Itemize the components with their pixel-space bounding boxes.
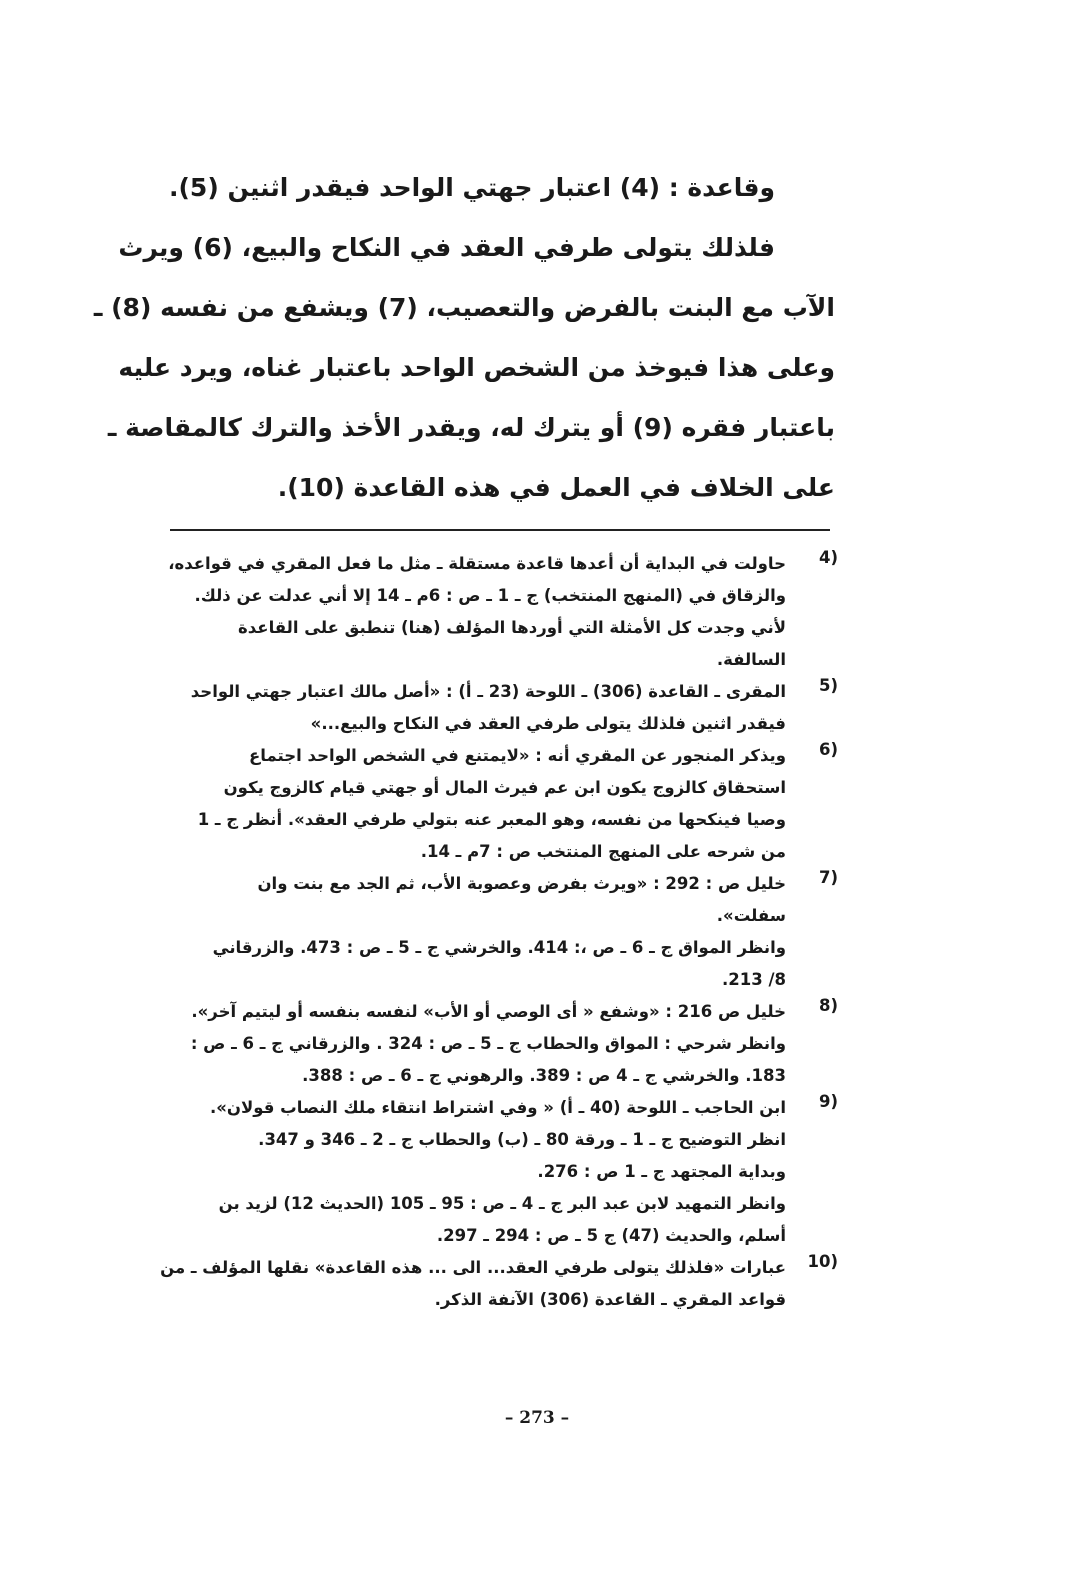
footnote-number: 5): [818, 676, 838, 695]
footnote-line: قواعد المقري ـ القاعدة (306) الآنفة الذكر.: [434, 1290, 786, 1309]
footnote-6: [162, 740, 838, 868]
main-text-line: وعلى هذا فيوخذ من الشخص الواحد باعتبار غناه، ويرد عليه: [118, 353, 835, 382]
footnote-line: والزقاق في (المنهج المنتخب) ج ـ 1 ـ ص : 6م ـ 14 إلا أني عدلت عن ذلك.: [194, 586, 786, 605]
footnote-7-continuation: [162, 932, 838, 996]
footnote-number: 9): [818, 1092, 838, 1111]
footnote-line: خليل ص : 292 : «ويرث بفرض وعصوبة الأب، ثم الجد مع بنت وان: [257, 874, 786, 893]
footnote-line: فيقدر اثنين فلذلك يتولى طرفي العقد في النكاح والبيع...»: [310, 714, 786, 733]
footnote-8: [162, 996, 838, 1092]
footnote-line: ويذكر المنجور عن المقري أنه : «لايمتنع في الشخص الواحد اجتماع: [249, 746, 786, 765]
main-text-line: فلذلك يتولى طرفي العقد في النكاح والبيع، (6) ويرث: [118, 233, 775, 262]
footnote-line: حاولت في البداية أن أعدها قاعدة مستقلة ـ مثل ما فعل المقري في قواعده،: [168, 554, 786, 573]
footnote-number: 10): [807, 1252, 838, 1271]
footnote-number: 6): [818, 740, 838, 759]
footnote-line: وبداية المجتهد ج ـ 1 ص : 276.: [537, 1162, 786, 1181]
main-text-line: وقاعدة : (4) اعتبار جهتي الواحد فيقدر اثنين (5).: [168, 173, 775, 202]
main-text-line: الآب مع البنت بالفرض والتعصيب، (7) ويشفع من نفسه (8) ـ: [93, 293, 835, 322]
footnote-line: لأني وجدت كل الأمثلة التي أوردها المؤلف (هنا) تنطبق على القاعدة: [238, 618, 786, 637]
footnote-9: [162, 1092, 838, 1188]
footnote-line: ابن الحاجب ـ اللوحة (40 ـ أ) « وفي اشتراط انتقاء ملك النصاب قولان».: [209, 1098, 786, 1117]
footnote-9-continuation: [162, 1188, 838, 1252]
footnote-number: 8): [818, 996, 838, 1015]
footnote-line: سفلت».: [716, 906, 786, 925]
footnote-line: استحقاق كالزوج يكون ابن عم فيرث المال أو جهتي قيام كالزوج يكون: [223, 778, 786, 797]
footnote-number: 4): [818, 548, 838, 567]
footnote-line: وانظر المواق ج ـ 6 ـ ص ،: 414. والخرشي ج ـ 5 ـ ص : 473. والزرقاني: [212, 938, 786, 957]
main-text-block: [93, 158, 835, 518]
footnote-7: [162, 868, 838, 932]
main-text-line: باعتبار فقره (9) أو يترك له، ويقدر الأخذ والترك كالمقاصة ـ: [107, 413, 835, 442]
footnote-5: [162, 676, 838, 740]
footnote-line: انظر التوضيح ج ـ 1 ـ ورقة 80 ـ (ب) والحطاب ج ـ 2 ـ 346 و 347.: [258, 1130, 786, 1149]
footnote-line: أسلم، والحديث (47) ج 5 ـ ص : 294 ـ 297.: [436, 1226, 786, 1245]
footnote-line: خليل ص 216 : «وشفع « أى الوصي أو الأب» لنفسه بنفسه أو ليتيم آخر».: [191, 1002, 786, 1021]
page-number: – 273 –: [504, 1408, 570, 1428]
footnote-line: عبارات «فلذلك يتولى طرفي العقد... الى ... هذه القاعدة» نقلها المؤلف ـ من: [160, 1258, 786, 1277]
main-text-line: على الخلاف في العمل في هذه القاعدة (10).: [277, 473, 835, 502]
footnote-separator-rule: [170, 529, 830, 531]
footnote-line: وانظر التمهيد لابن عبد البر ج ـ 4 ـ ص : 95 ـ 105 (الحديث 12) لزيد بن: [218, 1194, 786, 1213]
footnote-line: 8/ 213.: [722, 970, 786, 989]
footnote-line: وانظر شرحي : المواق والحطاب ج ـ 5 ـ ص : 324 . والزرقاني ج ـ 6 ـ ص :: [190, 1034, 786, 1053]
footnote-line: من شرحه على المنهج المنتخب ص : 7م ـ 14.: [420, 842, 786, 861]
footnote-line: المقرى ـ القاعدة (306) ـ اللوحة (23 ـ أ) : «أصل مالك اعتبار جهتي الواحد: [190, 682, 786, 701]
footnote-10: [162, 1252, 838, 1316]
footnote-line: وصيا فينكحها من نفسه، وهو المعبر عنه بتولي طرفي العقد». أنظر ج ـ 1: [197, 810, 786, 829]
footnotes-section: [162, 548, 838, 1316]
footnote-line: السالفة.: [716, 650, 786, 669]
footnote-4: [162, 548, 838, 676]
footnote-line: 183. والخرشي ج ـ 4 ص : 389. والرهوني ج ـ 6 ـ ص : 388.: [302, 1066, 786, 1085]
footnote-number: 7): [818, 868, 838, 887]
